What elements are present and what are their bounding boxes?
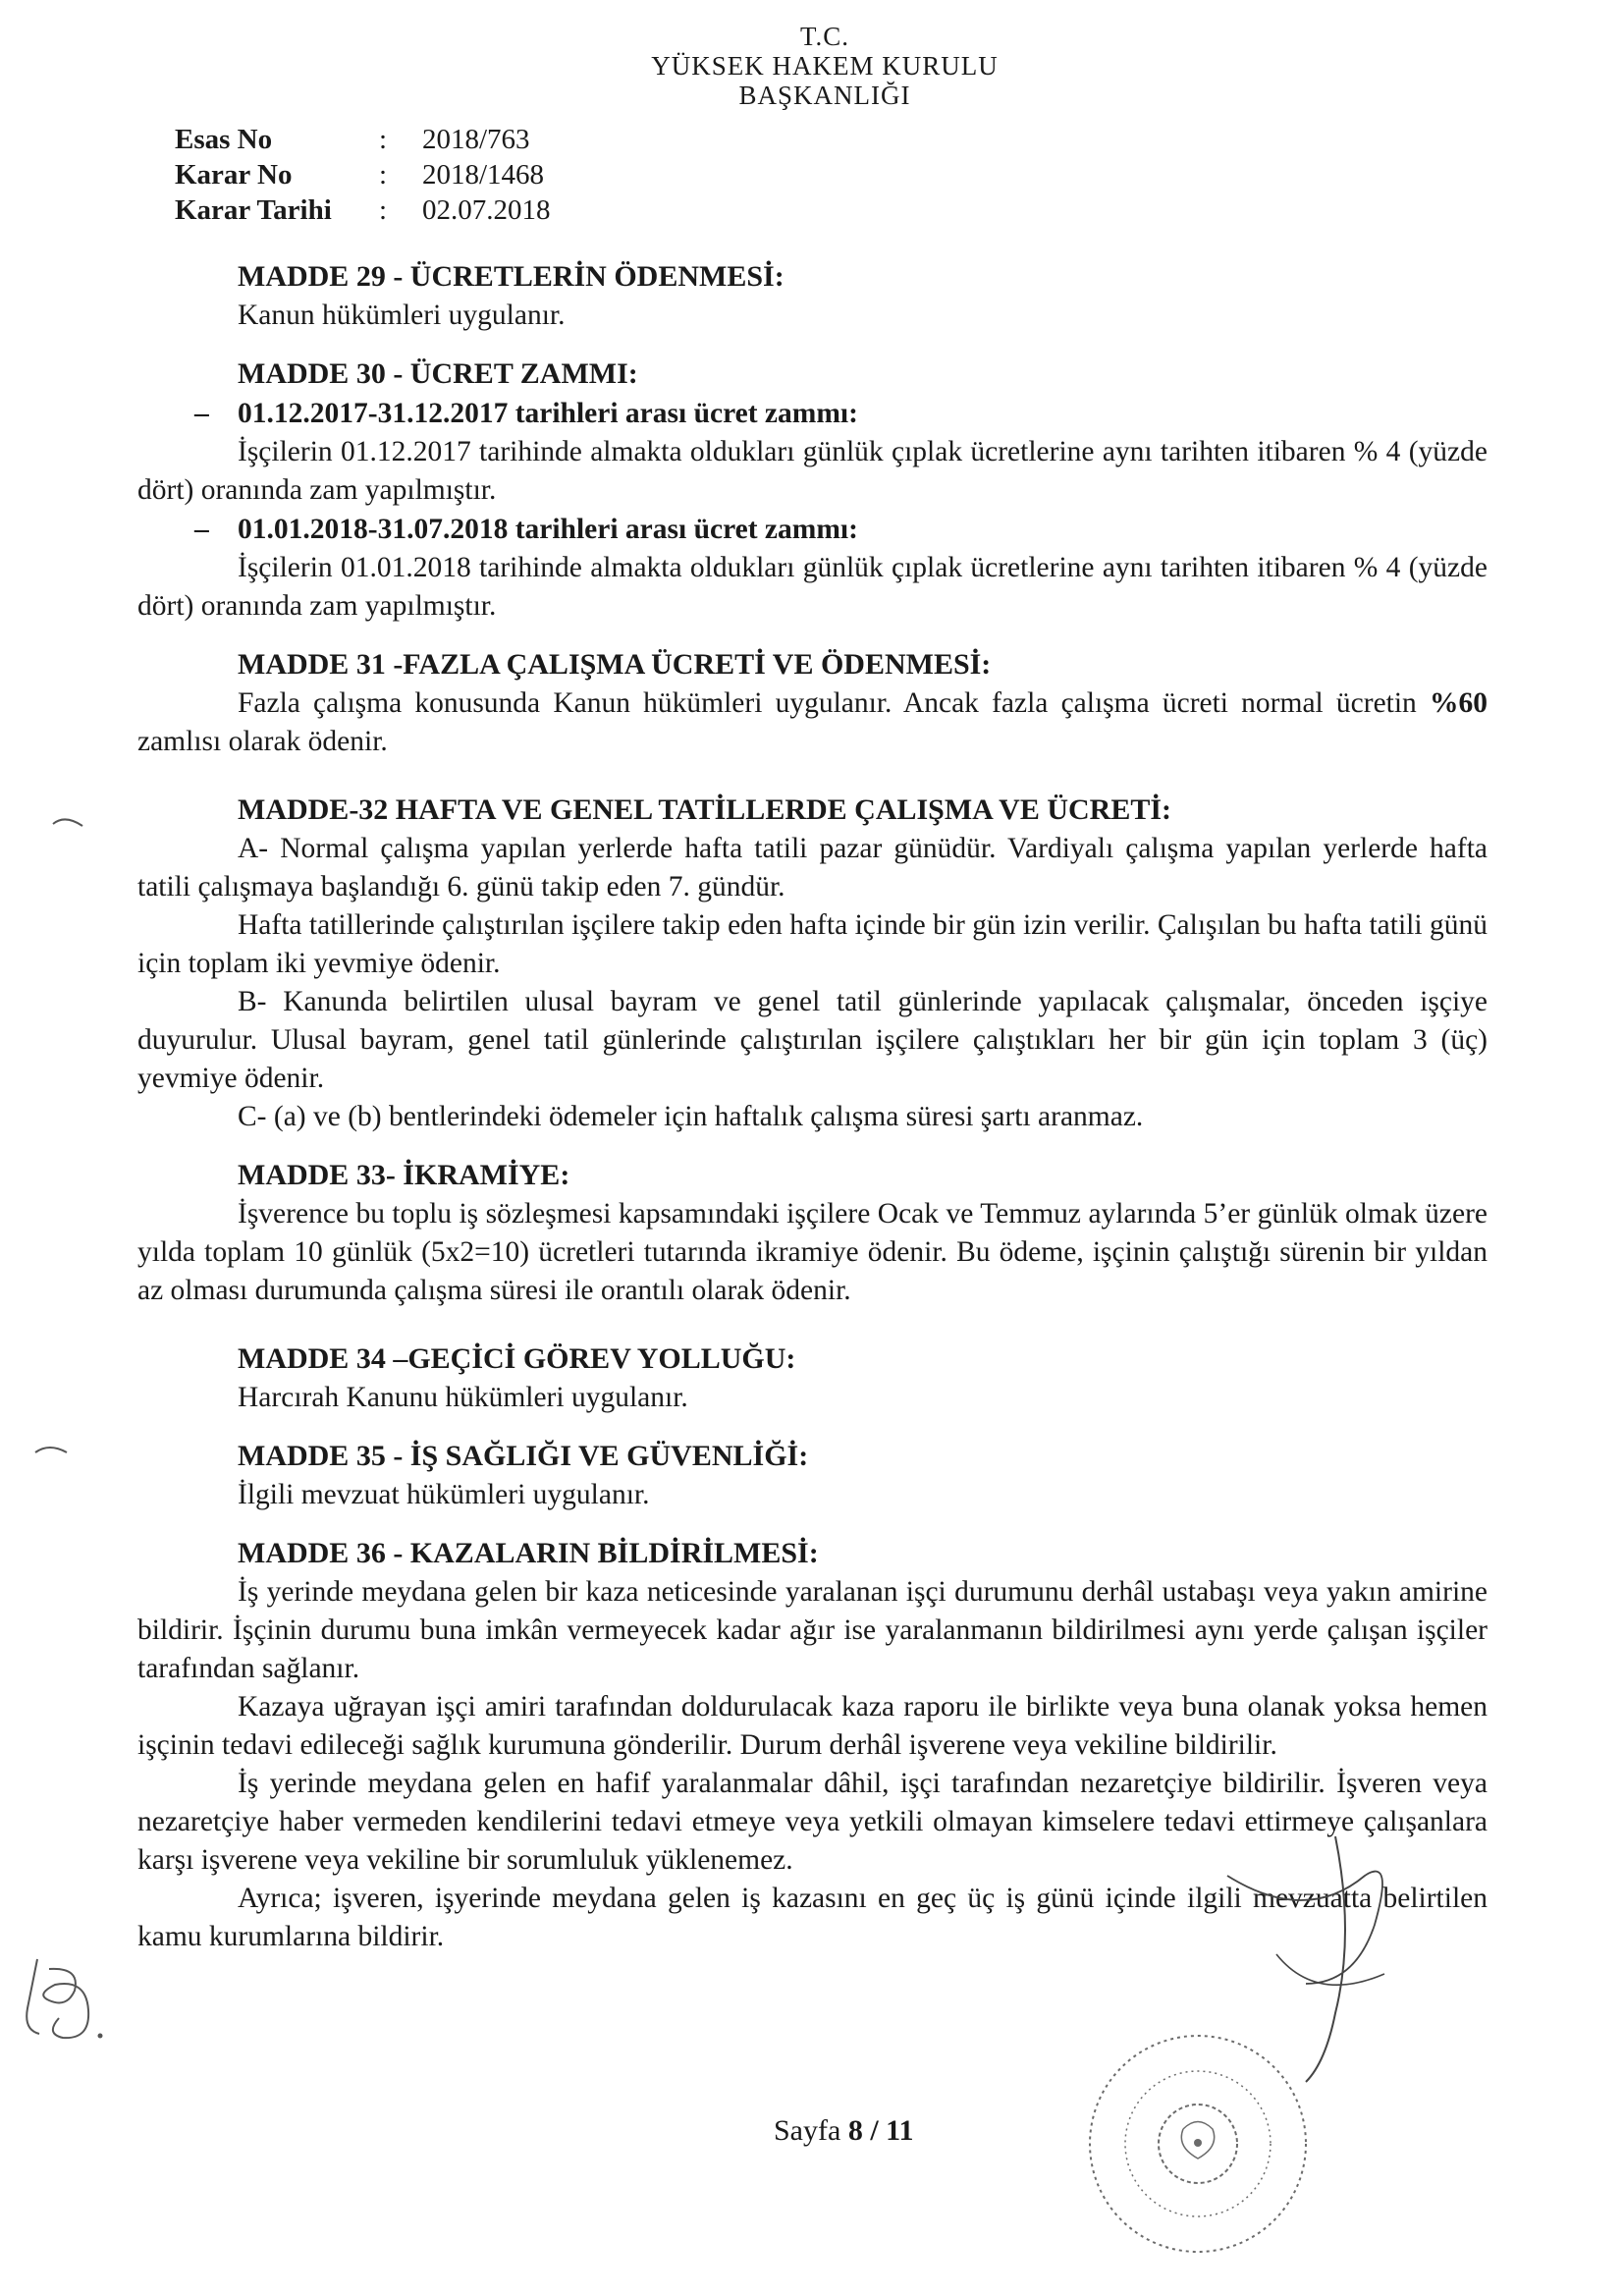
meta-row-esas <box>175 122 551 157</box>
dash: – <box>194 398 209 429</box>
madde-36-text-1: İş yerinde meydana gelen bir kaza neticesinde yaralanan işçi durumunu derhâl ustabaşı veya yakın amirine bildirir. İşçinin durumu buna imkân vermeyecek kadar ağır ise yaralanmanın bildirilmesi aynı yerde çalışan işçiler tarafından sağlanır. <box>137 1576 1488 1684</box>
case-meta <box>175 122 551 228</box>
madde-30-text-1: İşçilerin 01.12.2017 tarihinde almakta oldukları günlük çıplak ücretlerine aynı tarihten itibaren % 4 (yüzde dört) oranında zam yapılmıştır. <box>137 436 1488 506</box>
meta-sep: : <box>379 159 388 191</box>
madde-35-text: İlgili mevzuat hükümleri uygulanır. <box>238 1479 650 1510</box>
handwritten-initial-icon <box>10 1940 118 2057</box>
meta-label: Karar Tarihi <box>175 194 332 226</box>
madde-36-text-3: İş yerinde meydana gelen en hafif yaralanmalar dâhil, işçi tarafından nezaretçiye bildirilir. İşveren veya nezaretçiye haber vermeden kendilerini tedavi etmeye veya yetkili olmayan kimselere tedavi ettirmeye çalışanlara karşı işverene veya vekiline bir sorumluluk yüklenemez. <box>137 1768 1488 1876</box>
madde-31-text <box>137 684 1488 761</box>
madde-29-text: Kanun hükümleri uygulanır. <box>238 300 566 331</box>
page-value: 8 / 11 <box>847 2114 914 2147</box>
madde-35-title: MADDE 35 - İŞ SAĞLIĞI VE GÜVENLİĞİ: <box>238 1440 809 1472</box>
margin-tick-icon <box>31 1439 71 1458</box>
madde-31-text-a: Fazla çalışma konusunda Kanun hükümleri uygulanır. Ancak fazla çalışma ücreti normal ücretin <box>238 687 1430 719</box>
official-seal-icon <box>1051 2021 1325 2276</box>
meta-value: 02.07.2018 <box>422 194 551 226</box>
meta-label: Esas No <box>175 124 273 155</box>
header-institution: YÜKSEK HAKEM KURULU <box>651 51 999 81</box>
madde-30-subheading-1 <box>194 394 1488 433</box>
madde-32-title: MADDE-32 HAFTA VE GENEL TATİLLERDE ÇALIŞMA VE ÜCRETİ: <box>238 793 1172 826</box>
madde-32-text-c: C- (a) ve (b) bentlerindeki ödemeler için haftalık çalışma süresi şartı aranmaz. <box>238 1101 1144 1132</box>
subheading-text: 01.01.2018-31.07.2018 tarihleri arası ücret zammı: <box>238 514 858 545</box>
meta-label: Karar No <box>175 159 293 191</box>
madde-33-title: MADDE 33- İKRAMİYE: <box>238 1159 570 1191</box>
document-body <box>137 257 1488 1956</box>
madde-36-text-2: Kazaya uğrayan işçi amiri tarafından doldurulacak kaza raporu ile birlikte veya buna olanak yoksa hemen işçinin tedavi edileceği sağlık kurumuna gönderilir. Durum derhâl işverene veya vekiline bildirilir. <box>137 1691 1488 1761</box>
madde-29-title: MADDE 29 - ÜCRETLERİN ÖDENMESİ: <box>238 260 784 293</box>
meta-value: 2018/763 <box>422 124 530 155</box>
madde-34-title: MADDE 34 –GEÇİCİ GÖREV YOLLUĞU: <box>238 1342 796 1375</box>
margin-tick-icon <box>49 810 88 830</box>
meta-row-tarih <box>175 192 551 228</box>
madde-33-text: İşverence bu toplu iş sözleşmesi kapsamındaki işçilere Ocak ve Temmuz aylarında 5’er günlük olmak üzere yılda toplam 10 günlük (5x2=10) ücretleri tutarında ikramiye ödenir. Bu ödeme, işçinin çalıştığı sürenin bir yıldan az olması durumunda çalışma süresi ile orantılı olarak ödenir. <box>137 1198 1488 1306</box>
madde-31-text-c: zamlısı olarak ödenir. <box>137 726 388 757</box>
madde-31-title: MADDE 31 -FAZLA ÇALIŞMA ÜCRETİ VE ÖDENMESİ: <box>238 648 992 681</box>
madde-34-text: Harcırah Kanunu hükümleri uygulanır. <box>238 1382 688 1413</box>
madde-30-title: MADDE 30 - ÜCRET ZAMMI: <box>238 357 638 390</box>
meta-sep: : <box>379 194 388 226</box>
header-office: BAŞKANLIĞI <box>738 81 911 110</box>
meta-value: 2018/1468 <box>422 159 545 191</box>
meta-row-karar <box>175 157 551 192</box>
madde-32-text-b: B- Kanunda belirtilen ulusal bayram ve genel tatil günlerinde yapılacak çalışmalar, önceden işçiye duyurulur. Ulusal bayram, genel tatil günlerinde çalıştırılan işçilere çalıştıkları her bir gün için toplam 3 (üç) yevmiye ödenir. <box>137 986 1488 1094</box>
madde-32-text-a: A- Normal çalışma yapılan yerlerde hafta tatili pazar günüdür. Vardiyalı çalışma yapılan yerlerde hafta tatili çalışmaya başlandığı 6. günü takip eden 7. gündür. <box>137 833 1488 902</box>
header-tc: T.C. <box>800 22 849 51</box>
madde-36-title: MADDE 36 - KAZALARIN BİLDİRİLMESİ: <box>238 1537 819 1569</box>
meta-sep: : <box>379 124 388 155</box>
page-prefix: Sayfa <box>774 2114 848 2147</box>
madde-30-subheading-2 <box>194 510 1488 549</box>
document-header <box>550 22 1100 110</box>
madde-30-text-2: İşçilerin 01.01.2018 tarihinde almakta oldukları günlük çıplak ücretlerine aynı tarihten itibaren % 4 (yüzde dört) oranında zam yapılmıştır. <box>137 552 1488 622</box>
subheading-text: 01.12.2017-31.12.2017 tarihleri arası ücret zammı: <box>238 398 858 429</box>
madde-36-text-4: Ayrıca; işveren, işyerinde meydana gelen iş kazasını en geç üç iş günü içinde ilgili mevzuatta belirtilen kamu kurumlarına bildirir. <box>137 1883 1488 1952</box>
madde-32-text-a2: Hafta tatillerinde çalıştırılan işçilere takip eden hafta içinde bir gün izin verilir. Çalışılan bu hafta tatili günü için toplam iki yevmiye ödenir. <box>137 909 1488 979</box>
dash: – <box>194 514 209 545</box>
page-number <box>774 2114 914 2148</box>
madde-31-rate: %60 <box>1430 687 1488 719</box>
